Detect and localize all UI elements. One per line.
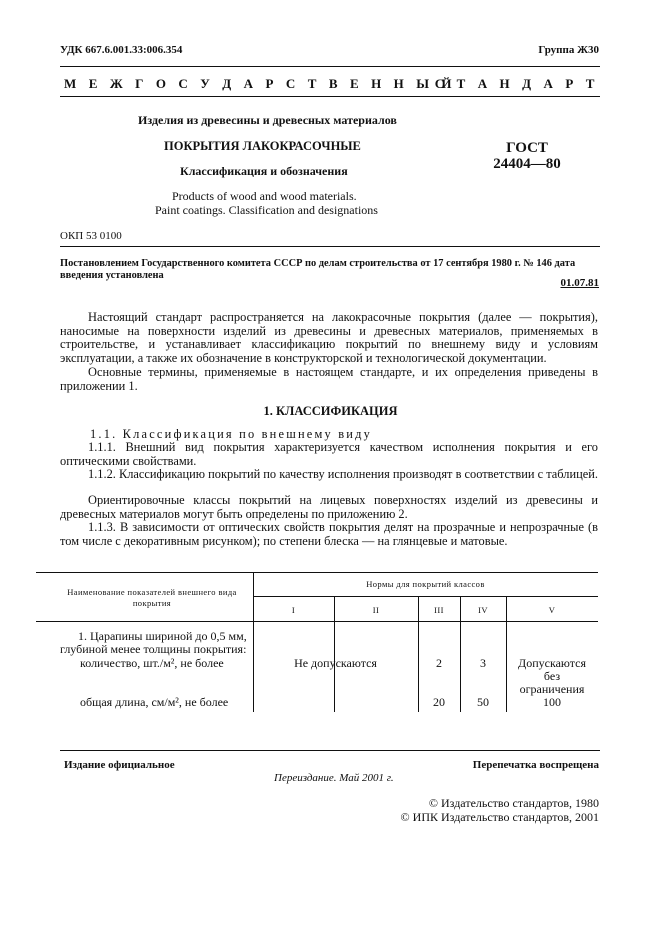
class-header-iii: III: [434, 605, 444, 615]
intro-paragraph-2: Основные термины, применяемые в настоящем стандарте, и их определения приведены в приложении 1.: [60, 365, 598, 393]
reissue-note: Переиздание. Май 2001 г.: [274, 772, 394, 784]
copyright-2001: © ИПК Издательство стандартов, 2001: [400, 810, 599, 824]
row-count-label: количество, шт./м², не более: [80, 656, 224, 670]
gost-label: ГОСТ: [506, 140, 548, 156]
top-rule: [60, 66, 600, 67]
paragraph-1-1-2-b: Ориентировочные классы покрытий на лицевых поверхностях изделий из древесины и древесных материалов могут быть определены по приложению 2.: [60, 493, 598, 521]
subject-line: Изделия из древесины и древесных материалов: [138, 113, 397, 127]
table-header-rule: [36, 621, 598, 622]
okp-code: ОКП 53 0100: [60, 230, 122, 242]
footer-rule: [60, 750, 600, 751]
intro-paragraph-1: Настоящий стандарт распространяется на лакокрасочные покрытия (далее — покрытия), наносимые на поверхности изделий из древесины и древесных материалов, применяемых в строительстве, и устанавливает классификацию покрытий по внешнему виду и условиям эксплуатации, а также их обозначение в конструкторской и технологической документации.: [60, 310, 598, 365]
decree-line-2: введения установлена: [60, 270, 164, 281]
udk-code: УДК 667.6.001.33:006.354: [60, 44, 183, 56]
table-col-divider: [253, 572, 254, 712]
col-header-indicator: Наименование показателей внешнего вида покрытия: [67, 587, 237, 608]
banner-right: С Т А Н Д А Р Т: [434, 76, 599, 91]
official-edition: Издание официальное: [64, 759, 175, 771]
row-count-iii: 2: [436, 656, 442, 670]
row-length-v: 100: [543, 695, 561, 709]
doc-title: ПОКРЫТИЯ ЛАКОКРАСОЧНЫЕ: [164, 139, 361, 153]
class-header-iv: IV: [478, 605, 488, 615]
col-header-norms: Нормы для покрытий классов: [366, 579, 485, 589]
banner-rule: [60, 96, 600, 97]
okp-rule: [60, 246, 600, 247]
row-count-v: Допускаются без ограничения: [518, 656, 586, 696]
reprint-notice: Перепечатка воспрещена: [472, 759, 599, 771]
table-top-rule: [36, 572, 598, 573]
row-length-label: общая длина, см/м², не более: [80, 695, 229, 709]
decree-line-1: Постановлением Государственного комитета СССР по делам строительства от 17 сентября 1980 г. № 146 дата: [60, 258, 576, 269]
row-count-iv: 3: [480, 656, 486, 670]
doc-subtitle: Классификация и обозначения: [180, 164, 348, 178]
row-scratches-label: 1. Царапины шириной до 0,5 мм, глубиной менее толщины покрытия:: [60, 629, 247, 656]
banner-left: М Е Ж Г О С У Д А Р С Т В Е Н Н Ы Й: [64, 76, 457, 91]
row-length-iii: 20: [433, 695, 445, 709]
gost-number: 24404—80: [493, 156, 561, 172]
paragraph-1-1-3: 1.1.3. В зависимости от оптических свойств покрытия делят на прозрачные и непрозрачные (в том числе с декоративным рисунком); по степени блеска — на глянцевые и матовые.: [60, 520, 598, 548]
row-count-i-ii: Не допускаются: [294, 656, 377, 670]
effective-date: 01.07.81: [560, 277, 599, 289]
class-header-v: V: [548, 605, 556, 615]
class-header-ii: II: [372, 605, 380, 615]
class-header-i: I: [291, 605, 296, 615]
row-length-iv: 50: [477, 695, 489, 709]
paragraph-1-1-1: 1.1.1. Внешний вид покрытия характеризуется качеством исполнения покрытия и его оптическими свойствами.: [60, 440, 598, 468]
group-code: Группа Ж30: [538, 44, 599, 56]
english-title-1: Products of wood and wood materials.: [172, 189, 357, 203]
table-norms-rule: [253, 596, 598, 597]
paragraph-1-1-2: 1.1.2. Классификацию покрытий по качеству исполнения производят в соответствии с таблицей.: [88, 467, 598, 481]
english-title-2: Paint coatings. Classification and designations: [155, 203, 378, 217]
copyright-1980: © Издательство стандартов, 1980: [428, 796, 599, 810]
subsection-heading: 1.1. Классификация по внешнему виду: [90, 427, 373, 441]
section-heading: 1. КЛАССИФИКАЦИЯ: [263, 404, 398, 418]
